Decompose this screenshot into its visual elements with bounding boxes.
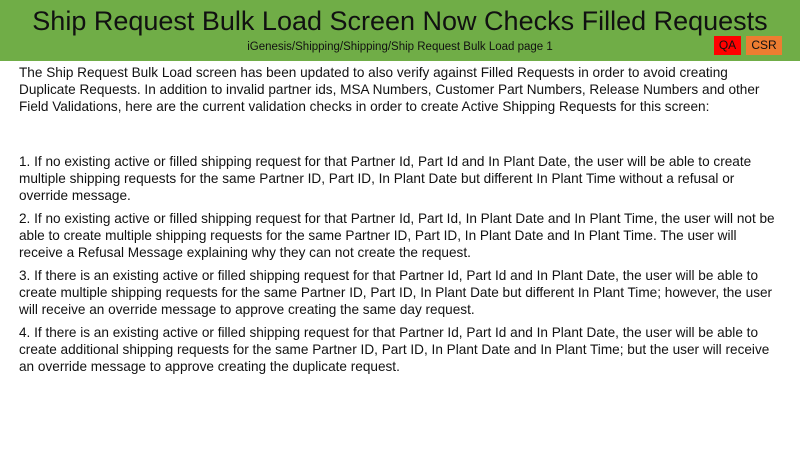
page-title: Ship Request Bulk Load Screen Now Checks Filled Requests bbox=[32, 6, 768, 36]
rule-item-4: 4. If there is an existing active or filled shipping request for that Partner Id, Part Id and In Plant Date, the user will be able to create additional shipping requests for the same Partner ID, Part ID, In Plant Date and In Plant Time; but the user will receive an override message to approve creating the duplicate request. bbox=[19, 325, 770, 374]
rule-item-3: 3. If there is an existing active or filled shipping request for that Partner Id, Part Id and In Plant Date, the user will be able to create multiple shipping requests for the same Partner ID, Part ID, In Plant Date but different In Plant Time; however, the user will receive an override message to approve creating the same day request. bbox=[19, 268, 773, 317]
qa-badge: QA bbox=[714, 36, 741, 55]
rule-item-2: 2. If no existing active or filled shipping request for that Partner Id, Part Id, In Plant Date and In Plant Time, the user will not be able to create multiple shipping requests for the same Partner ID, Part ID, In Plant Date and In Plant Time. The user will receive a Refusal Message explaining why they can not create the request. bbox=[19, 211, 775, 260]
page-subtitle: iGenesis/Shipping/Shipping/Ship Request Bulk Load page 1 bbox=[247, 41, 553, 53]
intro-paragraph: The Ship Request Bulk Load screen has been updated to also verify against Filled Requests in order to avoid creating Duplicate Requests. In addition to invalid partner ids, MSA Numbers, Customer Part Numbers, Release Numbers and other Field Validations, here are the current validation checks in order to create Active Shipping Requests for this screen: bbox=[19, 65, 760, 114]
content-body bbox=[19, 64, 783, 381]
header-bar bbox=[0, 0, 800, 61]
csr-badge: CSR bbox=[746, 36, 782, 55]
rule-item-1: 1. If no existing active or filled shipping request for that Partner Id, Part Id and In Plant Date, the user will be able to create multiple shipping requests for the same Partner ID, Part ID, In Plant Date but different In Plant Time without a refusal or override message. bbox=[19, 154, 752, 203]
